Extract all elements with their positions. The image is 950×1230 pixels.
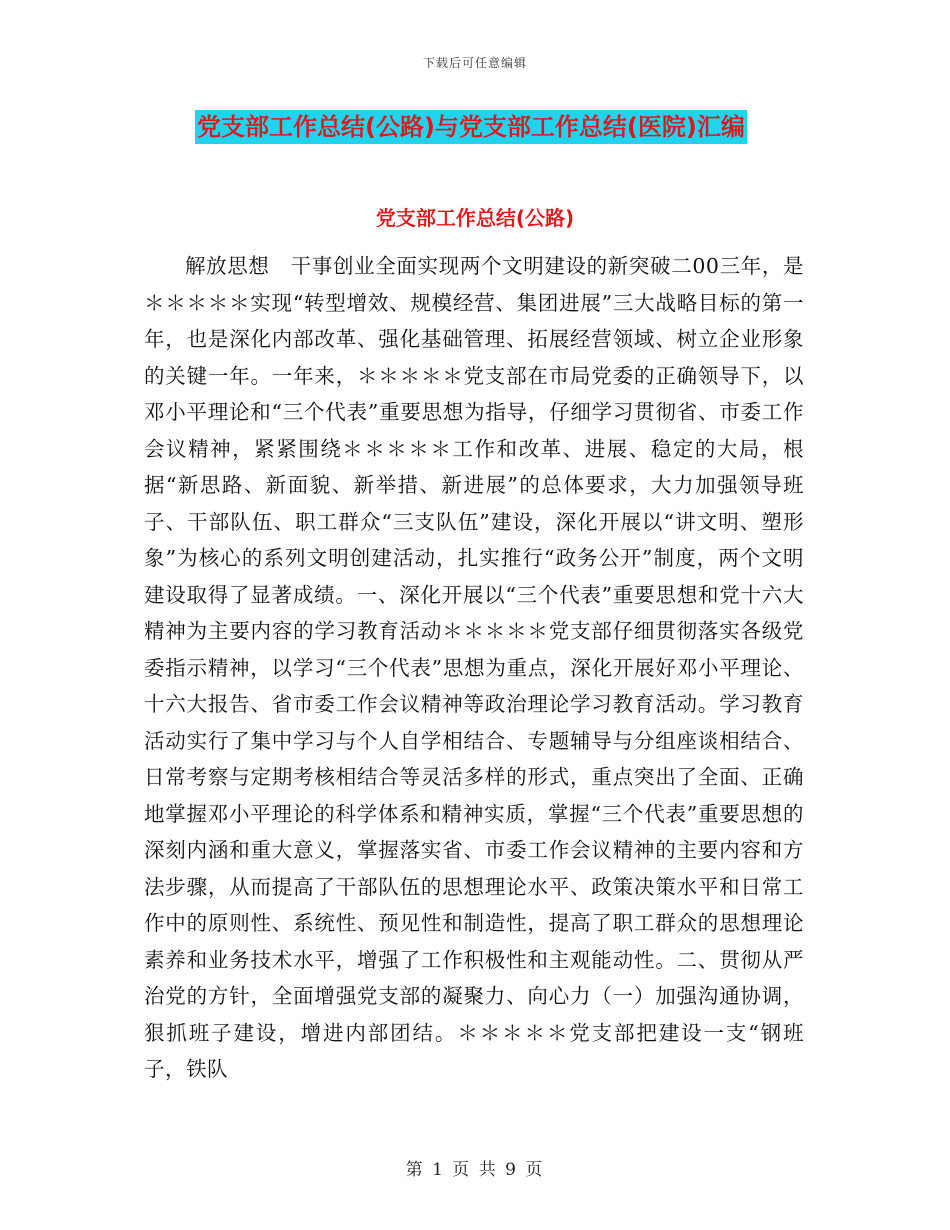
body-paragraph: 解放思想 干事创业全面实现两个文明建设的新突破二00三年，是＊＊＊＊＊实现“转型增效、规模经营、集团进展”三大战略目标的第一年，也是深化内部改革、强化基础管理、拓展经营领域、树立企业形象的关键一年。一年来，＊＊＊＊＊党支部在市局党委的正确领导下，以邓小平理论和“三个代表”重要思想为指导，仔细学习贯彻省、市委工作会议精神，紧紧围绕＊＊＊＊＊工作和改革、进展、稳定的大局，根据“新思路、新面貌、新举措、新进展”的总体要求，大力加强领导班子、干部队伍、职工群众“三支队伍”建设，深化开展以“讲文明、塑形象”为核心的系列文明创建活动，扎实推行“政务公开”制度，两个文明建设取得了显著成绩。一、深化开展以“三个代表”重要思想和党十六大精神为主要内容的学习教育活动＊＊＊＊＊党支部仔细贯彻落实各级党委指示精神，以学习“三个代表”思想为重点，深化开展好邓小平理论、十六大报告、省市委工作会议精神等政治理论学习教育活动。学习教育活动实行了集中学习与个人自学相结合、专题辅导与分组座谈相结合、日常考察与定期考核相结合等灵活多样的形式，重点突出了全面、正确地掌握邓小平理论的科学体系和精神实质，掌握“三个代表”重要思想的深刻内涵和重大意义，掌握落实省、市委工作会议精神的主要内容和方法步骤，从而提高了干部队伍的思想理论水平、政策决策水平和日常工作中的原则性、系统性、预见性和制造性，提高了职工群众的思想理论素养和业务技术水平，增强了工作积极性和主观能动性。二、贯彻从严治党的方针，全面增强党支部的凝聚力、向心力（一）加强沟通协调，狠抓班子建设，增进内部团结。＊＊＊＊＊党支部把建设一支“钢班子，铁队 (144, 254, 804, 1081)
section-title: 党支部工作总结(公路) (375, 206, 575, 230)
page-number-footer: 第 1 页 共 9 页 (405, 1160, 545, 1180)
document-main-title: 党支部工作总结(公路)与党支部工作总结(医院)汇编 (195, 110, 747, 144)
header-note: 下载后可任意编辑 (422, 56, 527, 70)
